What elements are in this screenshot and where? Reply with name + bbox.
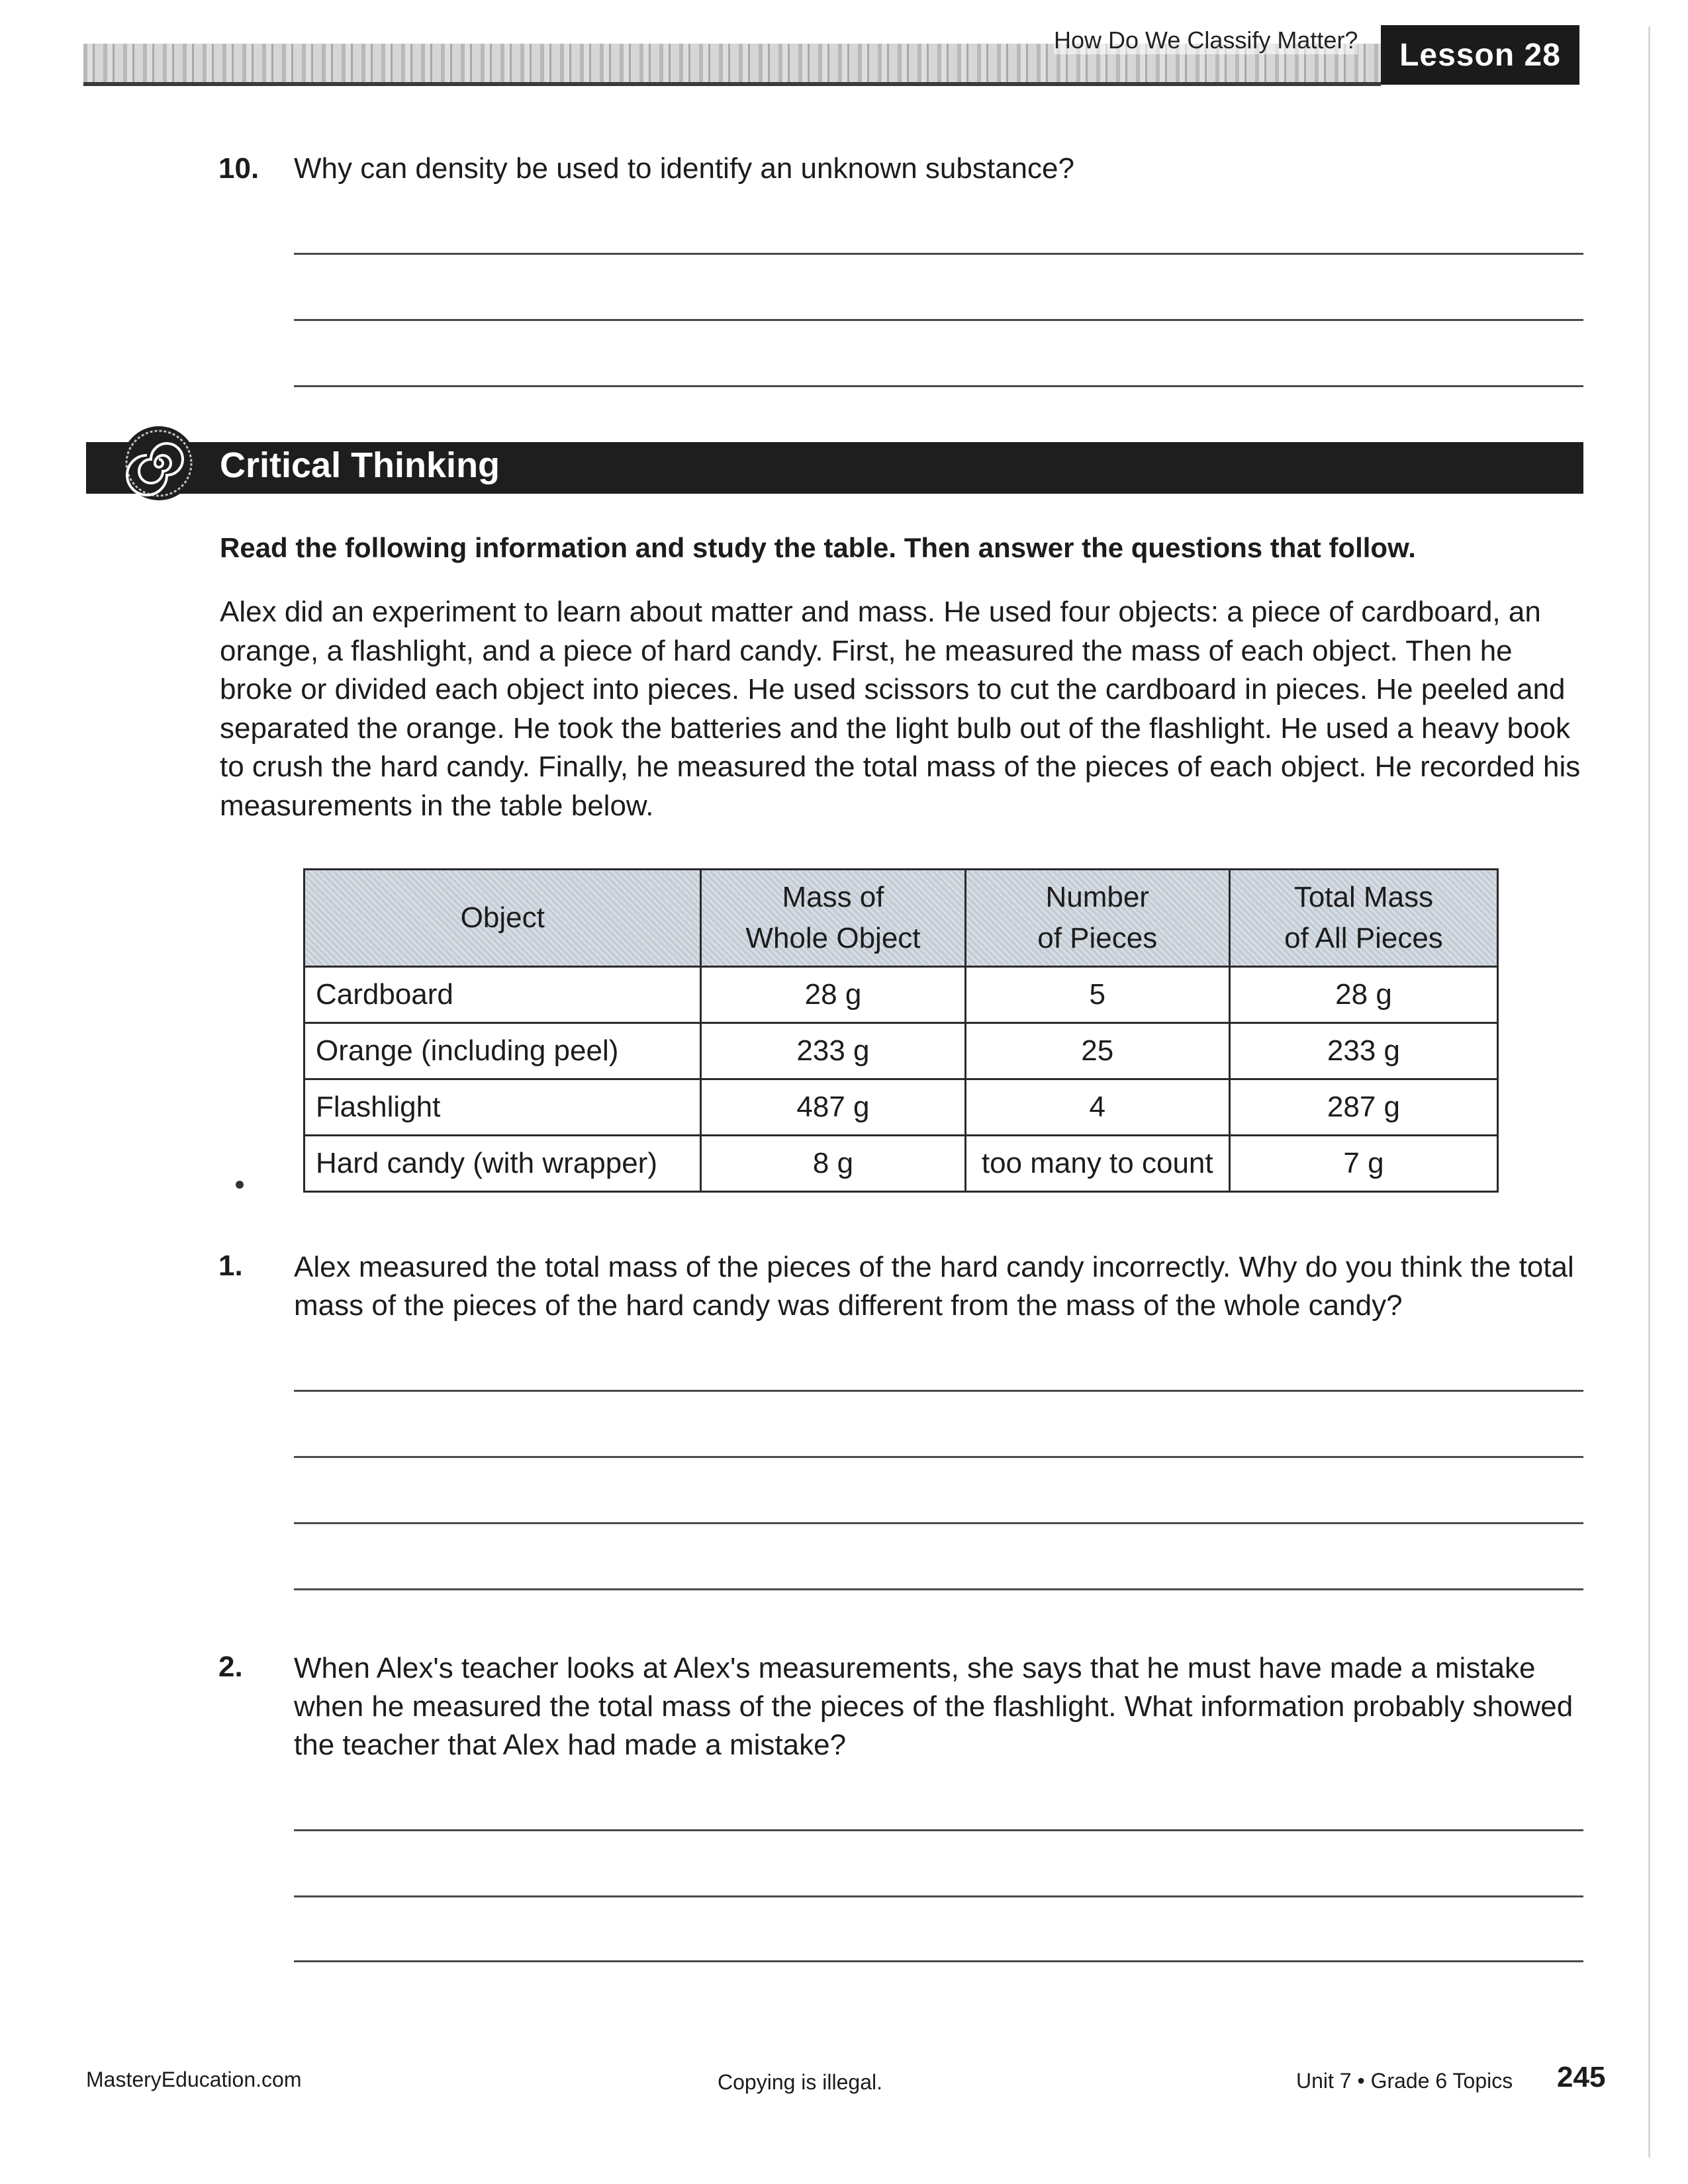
question-1-number: 1. bbox=[218, 1250, 243, 1282]
header-mass-whole: Mass of Whole Object bbox=[701, 870, 965, 967]
cell-pieces: 25 bbox=[965, 1023, 1229, 1079]
cell-total-mass: 7 g bbox=[1229, 1136, 1497, 1192]
cell-pieces: too many to count bbox=[965, 1136, 1229, 1192]
header-object: Object bbox=[305, 870, 701, 967]
answer-line[interactable] bbox=[294, 1960, 1583, 1962]
cell-object: Orange (including peel) bbox=[305, 1023, 701, 1079]
cell-pieces: 5 bbox=[965, 967, 1229, 1023]
table-row bbox=[305, 1079, 1498, 1136]
critical-thinking-title: Critical Thinking bbox=[220, 445, 500, 485]
answer-line[interactable] bbox=[294, 1522, 1583, 1524]
question-10-text: Why can density be used to identify an unknown substance? bbox=[294, 152, 1074, 185]
header-total-mass: Total Mass of All Pieces bbox=[1229, 870, 1497, 967]
answer-line[interactable] bbox=[294, 1895, 1583, 1897]
cell-mass-whole: 28 g bbox=[701, 967, 965, 1023]
answer-line[interactable] bbox=[294, 253, 1583, 255]
answer-line[interactable] bbox=[294, 319, 1583, 321]
measurements-table bbox=[303, 868, 1499, 1193]
cell-total-mass: 28 g bbox=[1229, 967, 1497, 1023]
cell-mass-whole: 8 g bbox=[701, 1136, 965, 1192]
table-row bbox=[305, 1023, 1498, 1079]
cell-total-mass: 233 g bbox=[1229, 1023, 1497, 1079]
page-number: 245 bbox=[1557, 2061, 1606, 2093]
table-row bbox=[305, 1136, 1498, 1192]
page-edge-rule bbox=[1648, 26, 1650, 2158]
cell-total-mass: 287 g bbox=[1229, 1079, 1497, 1136]
spiral-icon bbox=[120, 425, 197, 502]
passage: Alex did an experiment to learn about matter and mass. He used four objects: a piece of cardboard, an orange, a flashlight, and a piece of hard candy. First, he measured the mass of each object. Then he broke or divided each object into pieces. He used scissors to cut the cardboard in pieces. He peeled and separated the orange. He took the batteries and the light bulb out of the flashlight. He used a heavy book to crush the hard candy. Finally, he measured the total mass of the pieces of each object. He recorded his measurements in the table below. bbox=[220, 596, 1581, 822]
answer-line[interactable] bbox=[294, 1456, 1583, 1458]
question-1-text: Alex measured the total mass of the pieces of the hard candy incorrectly. Why do you think the total mass of the pieces of the hard candy was different from the mass of the whole candy? bbox=[294, 1251, 1574, 1322]
cell-object: Flashlight bbox=[305, 1079, 701, 1136]
answer-line[interactable] bbox=[294, 385, 1583, 387]
cell-mass-whole: 487 g bbox=[701, 1079, 965, 1136]
header-title: How Do We Classify Matter? bbox=[1054, 26, 1358, 54]
footer-notice: Copying is illegal. bbox=[718, 2070, 883, 2094]
cell-object: Cardboard bbox=[305, 967, 701, 1023]
instructions: Read the following information and study the table. Then answer the questions that follow. bbox=[220, 532, 1416, 563]
footer-unit: Unit 7 • Grade 6 Topics bbox=[1296, 2069, 1513, 2093]
answer-line[interactable] bbox=[294, 1829, 1583, 1831]
question-2-text: When Alex's teacher looks at Alex's measurements, she says that he must have made a mistake when he measured the total mass of the pieces of the flashlight. What information probably showed the teacher that Alex had made a mistake? bbox=[294, 1652, 1573, 1761]
answer-line[interactable] bbox=[294, 1588, 1583, 1590]
lesson-badge: Lesson 28 bbox=[1381, 25, 1579, 85]
answer-line[interactable] bbox=[294, 1390, 1583, 1392]
cell-pieces: 4 bbox=[965, 1079, 1229, 1136]
footer-publisher: MasteryEducation.com bbox=[86, 2068, 302, 2091]
question-10-number: 10. bbox=[218, 152, 259, 185]
stray-dot bbox=[236, 1181, 244, 1189]
cell-object: Hard candy (with wrapper) bbox=[305, 1136, 701, 1192]
question-2-number: 2. bbox=[218, 1651, 243, 1683]
table-header-row bbox=[305, 870, 1498, 967]
cell-mass-whole: 233 g bbox=[701, 1023, 965, 1079]
header-number-of-pieces: Number of Pieces bbox=[965, 870, 1229, 967]
table-row bbox=[305, 967, 1498, 1023]
